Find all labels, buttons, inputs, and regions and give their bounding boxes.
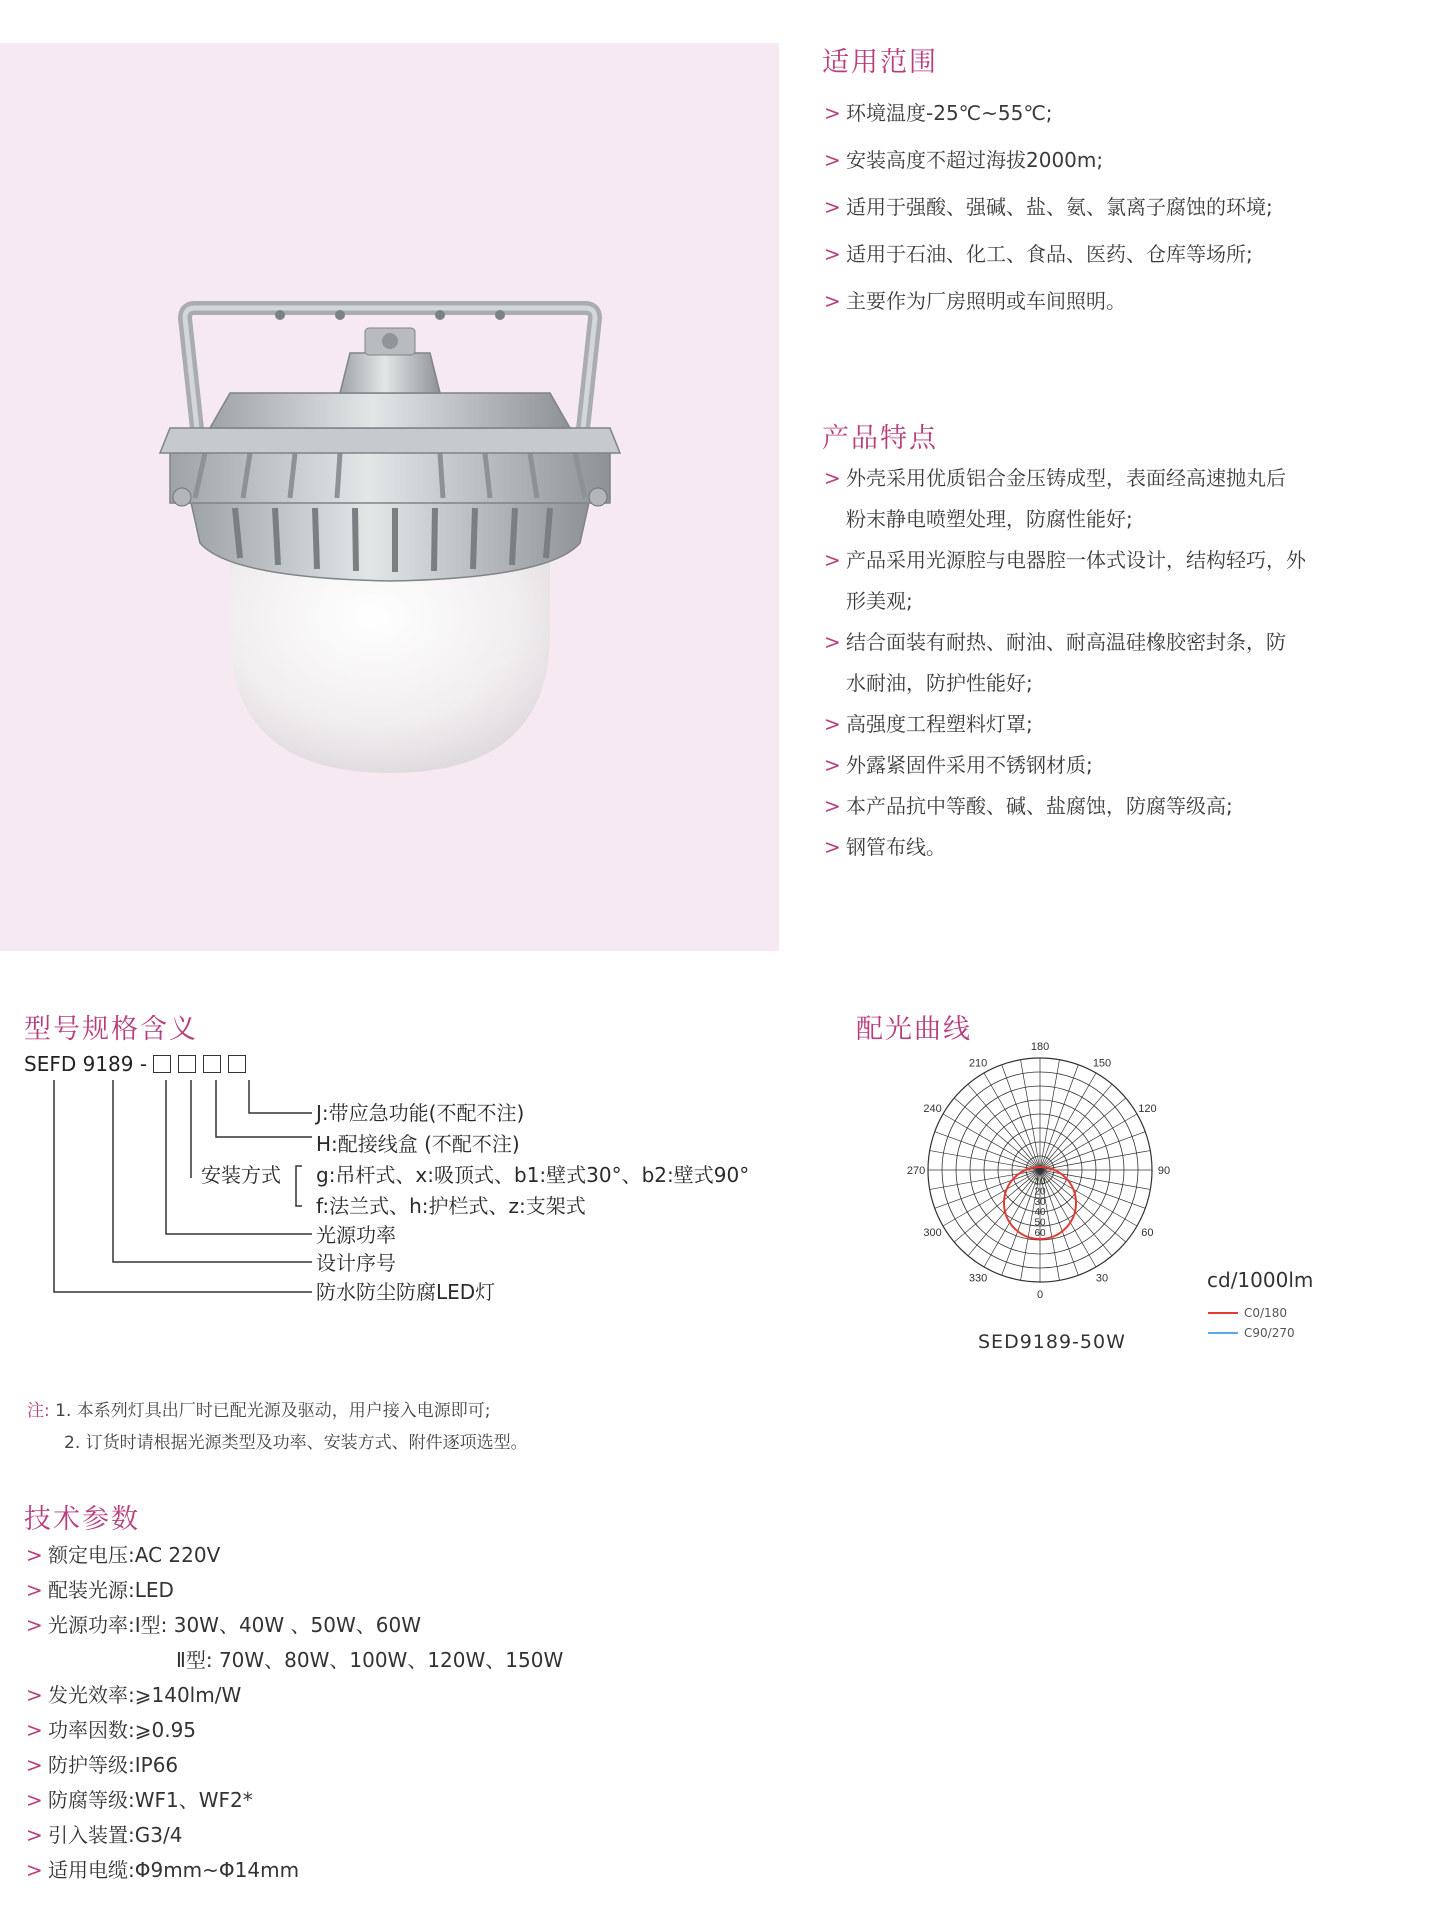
polar-radial-label: 40 — [1034, 1207, 1046, 1219]
list-item: Ⅱ型: 70W、80W、100W、120W、150W — [176, 1648, 564, 1672]
features-list — [824, 458, 1344, 868]
tech-params-list — [26, 1538, 563, 1888]
model-label-name: 防水防尘防腐LED灯 — [316, 1280, 496, 1304]
list-item: > 钢管布线。 — [824, 835, 946, 859]
note-line: 2. 订货时请根据光源类型及功率、安装方式、附件逐项选型。 — [64, 1433, 528, 1453]
polar-radial-label: 20 — [1034, 1186, 1046, 1198]
model-label-mount1: g:吊杆式、x:吸顶式、b1:壁式30°、b2:壁式90° — [316, 1163, 750, 1187]
scope-list — [824, 98, 1384, 333]
note-line: 注: 1. 本系列灯具出厂时已配光源及驱动，用户接入电源即可; — [27, 1401, 491, 1421]
code-box — [228, 1055, 246, 1073]
code-box — [178, 1055, 196, 1073]
model-label-mount2: f:法兰式、h:护栏式、z:支架式 — [316, 1194, 586, 1218]
photometric-title: 配光曲线 — [856, 1014, 972, 1045]
legend-swatch — [1208, 1332, 1238, 1334]
list-item: > 防腐等级:WF1、WF2* — [26, 1788, 253, 1812]
polar-radial-label: 50 — [1034, 1217, 1046, 1229]
list-item: > 配装光源:LED — [26, 1578, 174, 1602]
polar-angle-label: 150 — [1092, 1057, 1112, 1070]
model-prefix: SEFD — [24, 1052, 77, 1076]
polar-radial-label: 0 — [1037, 1166, 1043, 1177]
tech-title: 技术参数 — [24, 1504, 140, 1535]
list-item: > 光源功率:Ⅰ型: 30W、40W 、50W、60W — [26, 1613, 421, 1637]
explosion-proof-lamp-image — [110, 203, 670, 883]
polar-light-distribution-chart — [906, 1041, 1171, 1301]
model-label-mount-title: 安装方式 — [201, 1163, 281, 1187]
polar-angle-label: 180 — [1030, 1041, 1050, 1053]
list-item: > 适用于石油、化工、食品、医药、仓库等场所; — [824, 242, 1253, 266]
list-item: > 适用电缆:Φ9mm~Φ14mm — [26, 1858, 300, 1882]
model-series: 9189 — [82, 1052, 134, 1076]
code-box — [203, 1055, 221, 1073]
scope-title: 适用范围 — [822, 47, 938, 78]
polar-angle-label: 210 — [968, 1057, 988, 1070]
polar-angle-label: 90 — [1157, 1165, 1171, 1177]
list-item: > 外露紧固件采用不锈钢材质; — [824, 753, 1093, 777]
list-item: > 本产品抗中等酸、碱、盐腐蚀，防腐等级高; — [824, 794, 1233, 818]
polar-angle-label: 0 — [1036, 1289, 1044, 1301]
list-item: > 安装高度不超过海拔2000m; — [824, 148, 1104, 172]
intensity-unit: cd/1000lm — [1207, 1268, 1314, 1292]
polar-angle-label: 60 — [1141, 1227, 1154, 1239]
model-label-h: H:配接线盒 (不配不注) — [316, 1132, 520, 1156]
model-title: 型号规格含义 — [24, 1014, 198, 1045]
model-dash: - — [139, 1052, 148, 1076]
note-label: 注: — [27, 1401, 50, 1421]
polar-angle-label: 270 — [906, 1165, 926, 1177]
polar-angle-label: 120 — [1138, 1103, 1157, 1115]
list-item: > 引入装置:G3/4 — [26, 1823, 183, 1847]
model-label-power: 光源功率 — [316, 1223, 396, 1247]
list-item: > 外壳采用优质铝合金压铸成型，表面经高速抛丸后 粉末静电喷塑处理，防腐性能好; — [824, 466, 1286, 531]
code-box — [153, 1055, 171, 1073]
polar-angle-label: 300 — [923, 1227, 942, 1239]
list-item: > 环境温度-25℃~55℃; — [824, 101, 1053, 125]
model-code — [24, 1052, 253, 1076]
list-item: > 结合面装有耐热、耐油、耐高温硅橡胶密封条，防 水耐油，防护性能好; — [824, 630, 1286, 695]
legend-swatch — [1208, 1312, 1238, 1314]
polar-radial-label: 10 — [1034, 1176, 1046, 1188]
list-item: > 发光效率:⩾140lm/W — [26, 1683, 242, 1707]
polar-angle-label: 330 — [968, 1272, 988, 1285]
notes — [27, 1395, 528, 1459]
legend-item-c0: C0/180 — [1208, 1306, 1287, 1320]
list-item: > 适用于强酸、强碱、盐、氨、氯离子腐蚀的环境; — [824, 195, 1273, 219]
model-label-j: J:带应急功能(不配不注) — [316, 1101, 525, 1125]
polar-angle-label: 30 — [1095, 1272, 1109, 1285]
legend-item-c90: C90/270 — [1208, 1326, 1295, 1340]
polar-caption: SED9189-50W — [978, 1331, 1126, 1353]
list-item: > 主要作为厂房照明或车间照明。 — [824, 289, 1126, 313]
list-item: > 高强度工程塑料灯罩; — [824, 712, 1033, 736]
list-item: > 产品采用光源腔与电器腔一体式设计，结构轻巧，外 形美观; — [824, 548, 1306, 613]
list-item: > 功率因数:⩾0.95 — [26, 1718, 197, 1742]
model-label-seq: 设计序号 — [316, 1251, 396, 1275]
features-title: 产品特点 — [822, 423, 938, 454]
list-item: > 额定电压:AC 220V — [26, 1543, 221, 1567]
polar-radial-label: 60 — [1034, 1227, 1046, 1239]
list-item: > 防护等级:IP66 — [26, 1753, 179, 1777]
polar-angle-label: 240 — [923, 1103, 942, 1115]
product-photo-panel — [0, 43, 779, 951]
polar-radial-label: 30 — [1034, 1196, 1046, 1208]
